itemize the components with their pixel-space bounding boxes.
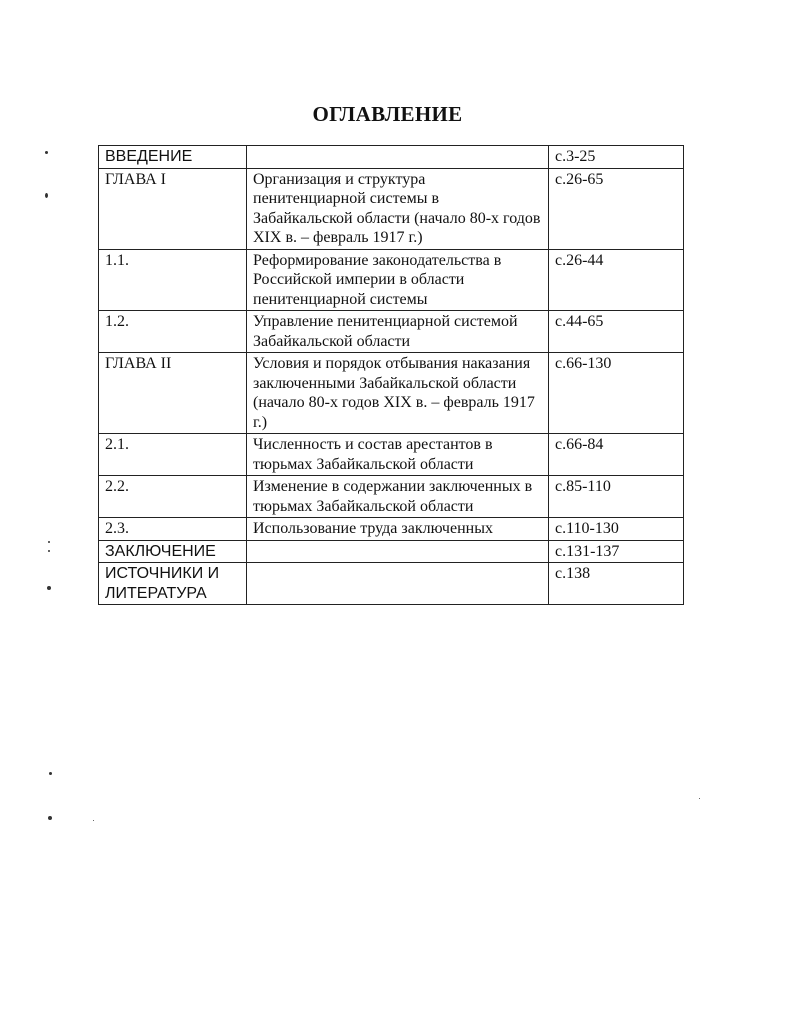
toc-section-title: Управление пенитенциарной системой Забайкальской области bbox=[247, 311, 549, 353]
toc-row-section-2-1 bbox=[99, 434, 684, 476]
toc-section-label: 1.2. bbox=[99, 311, 247, 353]
toc-section-title: Использование труда заключенных bbox=[247, 518, 549, 541]
toc-page-range: с.3-25 bbox=[549, 146, 684, 169]
scan-speck bbox=[48, 550, 50, 552]
toc-section-label: 1.1. bbox=[99, 249, 247, 311]
toc-page-range: с.26-65 bbox=[549, 168, 684, 249]
toc-row-introduction bbox=[99, 146, 684, 169]
page-title: ОГЛАВЛЕНИЕ bbox=[312, 102, 463, 126]
toc-section-title: Изменение в содержании заключенных в тюрьмах Забайкальской области bbox=[247, 476, 549, 518]
toc-page-range: с.44-65 bbox=[549, 311, 684, 353]
toc-row-chapter-1 bbox=[99, 168, 684, 249]
toc-row-section-1-1 bbox=[99, 249, 684, 311]
toc-section-title: Реформирование законодательства в Российской империи в области пенитенциарной системы bbox=[247, 249, 549, 311]
scan-speck bbox=[48, 541, 50, 543]
toc-page-range: с.131-137 bbox=[549, 540, 684, 563]
toc-row-chapter-2 bbox=[99, 353, 684, 434]
scan-speck bbox=[47, 586, 51, 590]
toc-section-label: ВВЕДЕНИЕ bbox=[99, 146, 247, 169]
toc-page-range: с.85-110 bbox=[549, 476, 684, 518]
toc-row-conclusion bbox=[99, 540, 684, 563]
toc-page-range: с.138 bbox=[549, 563, 684, 605]
toc-section-title: Численность и состав арестантов в тюрьмах Забайкальской области bbox=[247, 434, 549, 476]
toc-section-label: ЗАКЛЮЧЕНИЕ bbox=[99, 540, 247, 563]
toc-section-title bbox=[247, 540, 549, 563]
toc-section-label: 2.3. bbox=[99, 518, 247, 541]
toc-section-label: 2.2. bbox=[99, 476, 247, 518]
toc-row-sources bbox=[99, 563, 684, 605]
toc-row-section-2-3 bbox=[99, 518, 684, 541]
toc-page-range: с.110-130 bbox=[549, 518, 684, 541]
scan-speck bbox=[45, 151, 48, 154]
toc-page-range: с.26-44 bbox=[549, 249, 684, 311]
toc-page-range: с.66-84 bbox=[549, 434, 684, 476]
scan-speck bbox=[48, 816, 52, 820]
scan-speck bbox=[45, 193, 48, 198]
toc-row-section-2-2 bbox=[99, 476, 684, 518]
toc-section-title: Организация и структура пенитенциарной системы в Забайкальской области (начало 80-х годов XIX в. – февраль 1917 г.) bbox=[247, 168, 549, 249]
toc-section-label: ИСТОЧНИКИ И ЛИТЕРАТУРА bbox=[99, 563, 247, 605]
table-of-contents bbox=[98, 145, 684, 605]
toc-section-label: ГЛАВА I bbox=[99, 168, 247, 249]
toc-section-title: Условия и порядок отбывания наказания заключенными Забайкальской области (начало 80-х годов XIX в. – февраль 1917 г.) bbox=[247, 353, 549, 434]
scan-speck bbox=[49, 772, 52, 775]
toc-section-label: 2.1. bbox=[99, 434, 247, 476]
scan-speck bbox=[93, 820, 94, 821]
scan-speck bbox=[699, 798, 700, 799]
toc-section-label: ГЛАВА II bbox=[99, 353, 247, 434]
toc-section-title bbox=[247, 146, 549, 169]
toc-row-section-1-2 bbox=[99, 311, 684, 353]
toc-page-range: с.66-130 bbox=[549, 353, 684, 434]
toc-section-title bbox=[247, 563, 549, 605]
